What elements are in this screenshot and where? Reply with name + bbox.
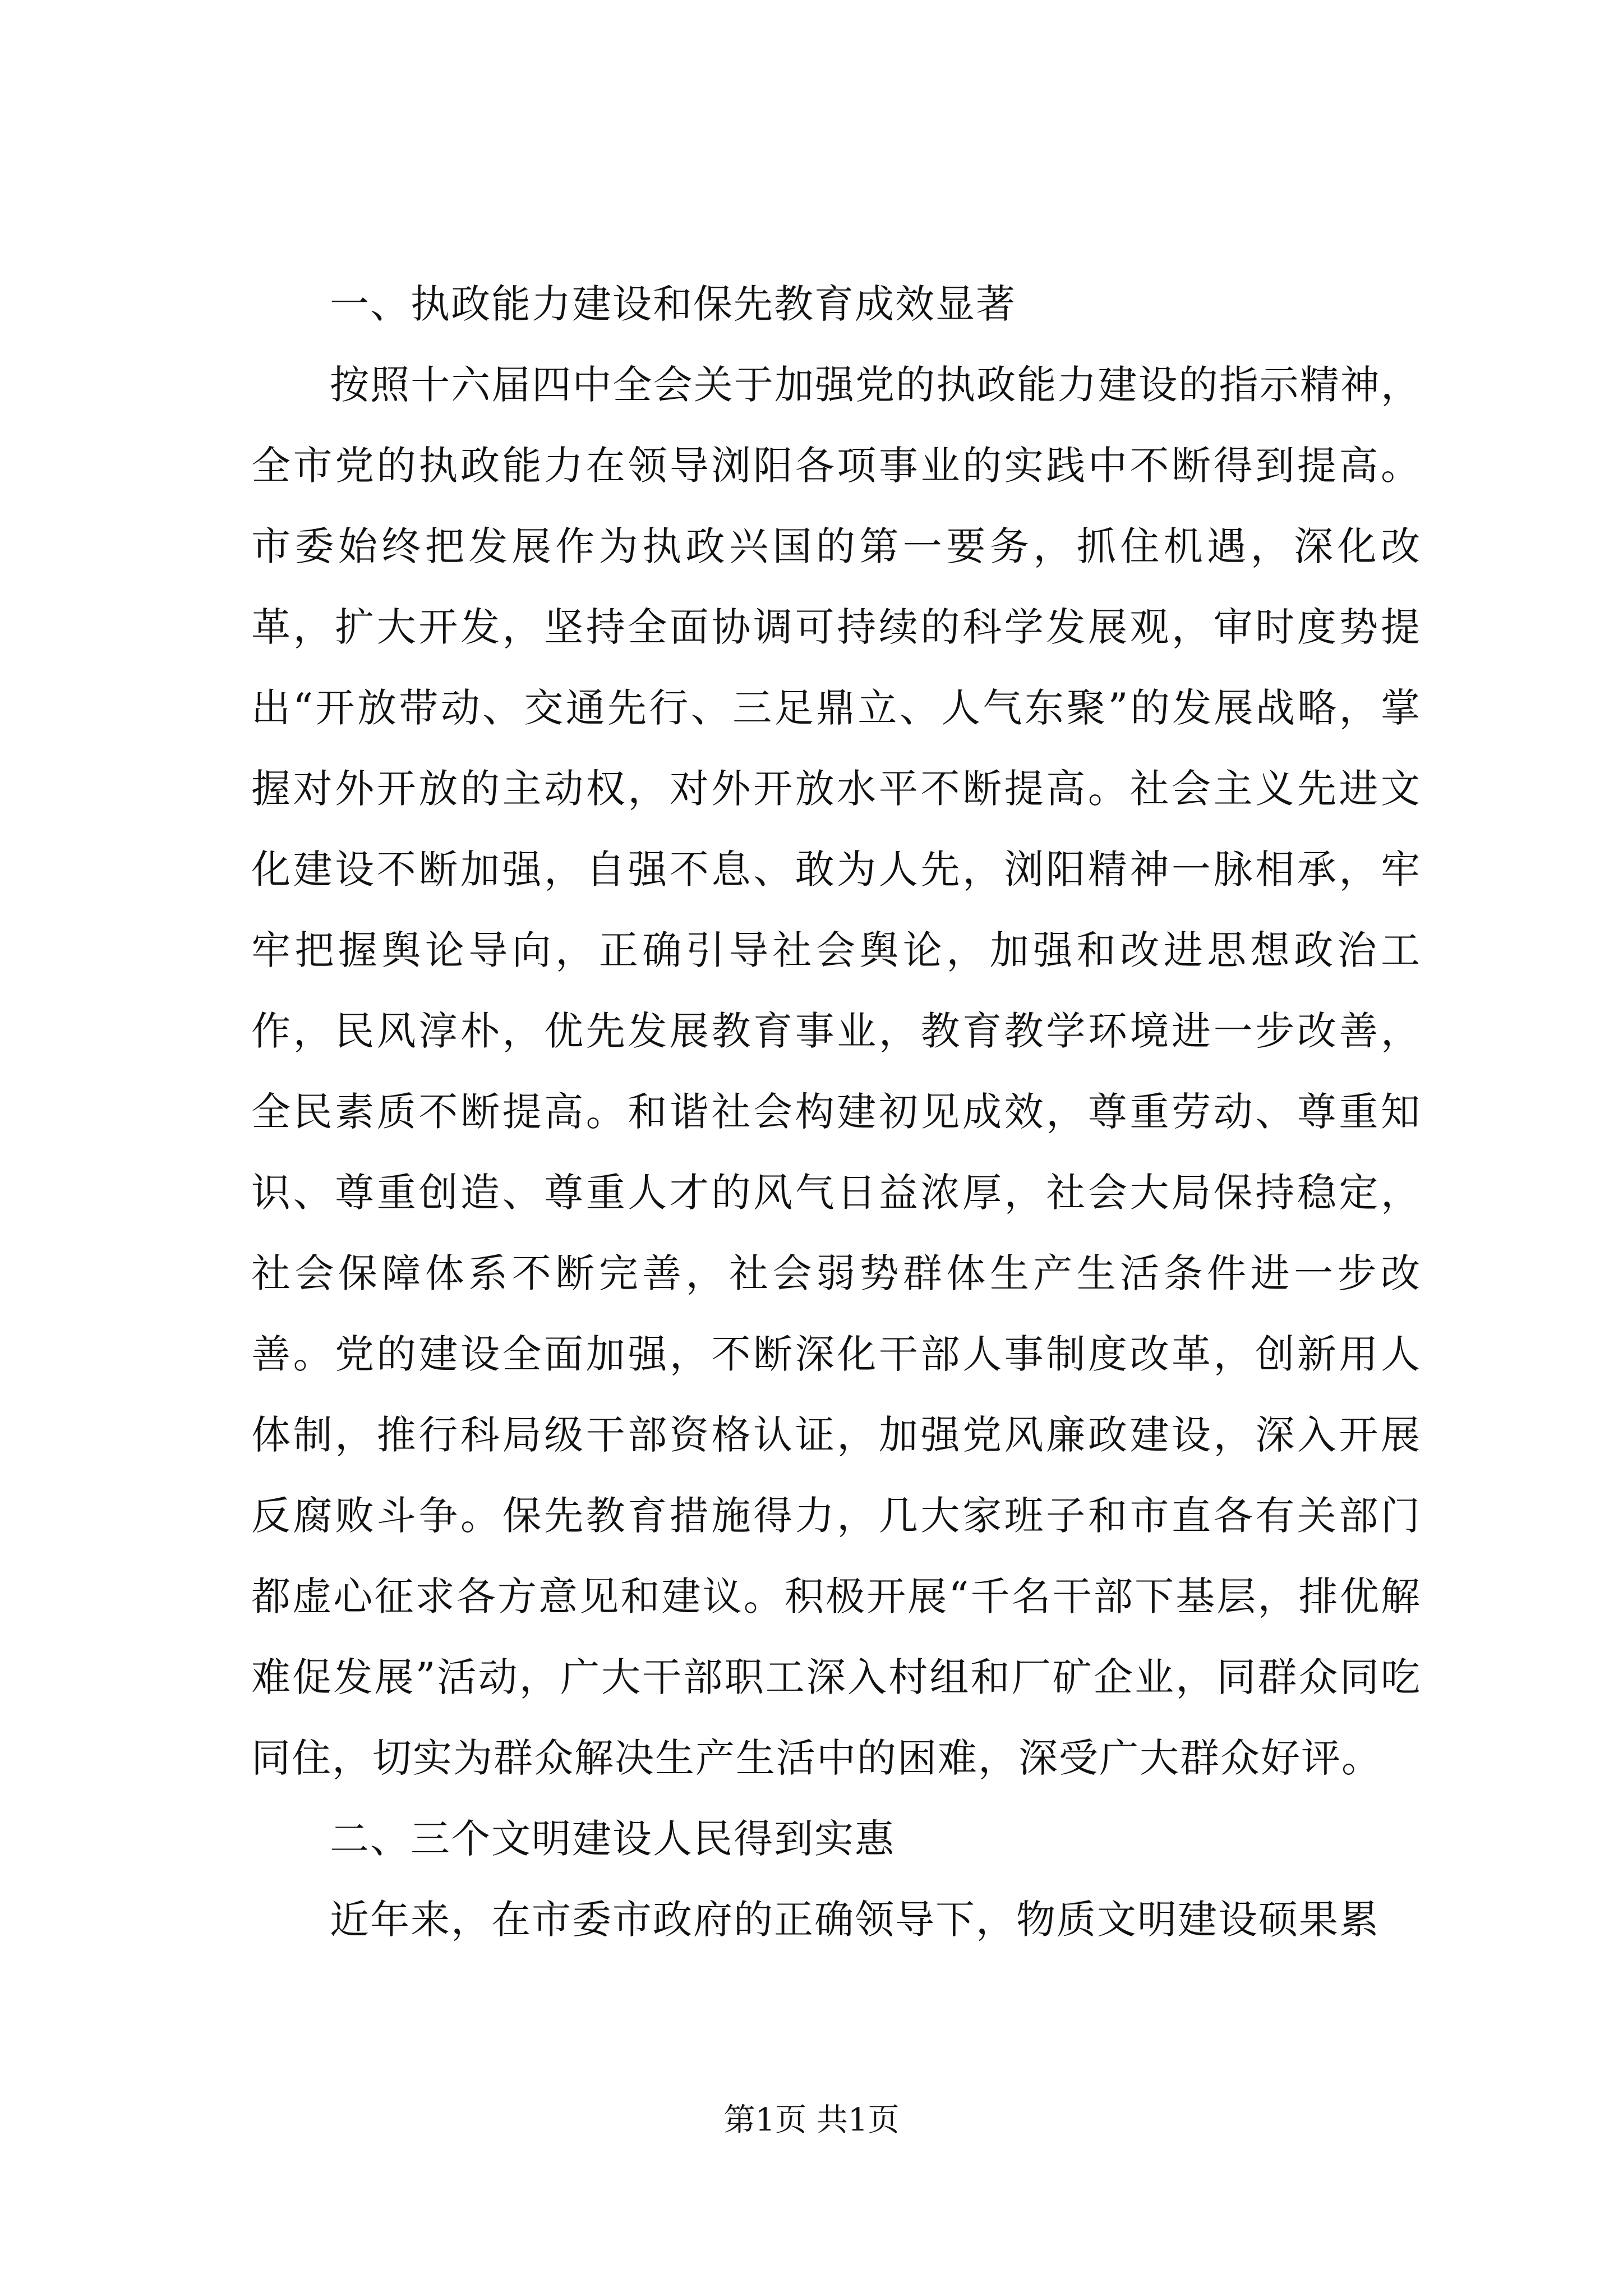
- section-2-paragraph: 近年来，在市委市政府的正确领导下，物质文明建设硕果累: [330, 1897, 1380, 1943]
- document-body: [251, 264, 1421, 1960]
- section-2-heading: 二、三个文明建设人民得到实惠: [330, 1816, 895, 1862]
- section-1-paragraph: 按照十六届四中全会关于加强党的执政能力建设的指示精神，全市党的执政能力在领导浏阳各项事业的实践中不断得到提高。市委始终把发展作为执政兴国的第一要务，抓住机遇，深化改革，扩大开发，坚持全面协调可持续的科学发展观，审时度势提出“开放带动、交通先行、三足鼎立、人气东聚”的发展战略，掌握对外开放的主动权，对外开放水平不断提高。社会主义先进文化建设不断加强，自强不息、敢为人先，浏阳精神一脉相承，牢牢把握舆论导向，正确引导社会舆论，加强和改进思想政治工作，民风淳朴，优先发展教育事业，教育教学环境进一步改善，全民素质不断提高。和谐社会构建初见成效，尊重劳动、尊重知识、尊重创造、尊重人才的风气日益浓厚，社会大局保持稳定，社会保障体系不断完善，社会弱势群体生产生活条件进一步改善。党的建设全面加强，不断深化干部人事制度改革，创新用人体制，推行科局级干部资格认证，加强党风廉政建设，深入开展反腐败斗争。保先教育措施得力，几大家班子和市直各有关部门都虚心征求各方意见和建议。积极开展“千名干部下基层，排优解难促发展”活动，广大干部职工深入村组和厂矿企业，同群众同吃同住，切实为群众解决生产生活中的困难，深受广大群众好评。: [251, 362, 1421, 1781]
- section-1-heading: 一、执政能力建设和保先教育成效显著: [330, 281, 1016, 327]
- page-footer: 第1页 共1页: [723, 2102, 900, 2138]
